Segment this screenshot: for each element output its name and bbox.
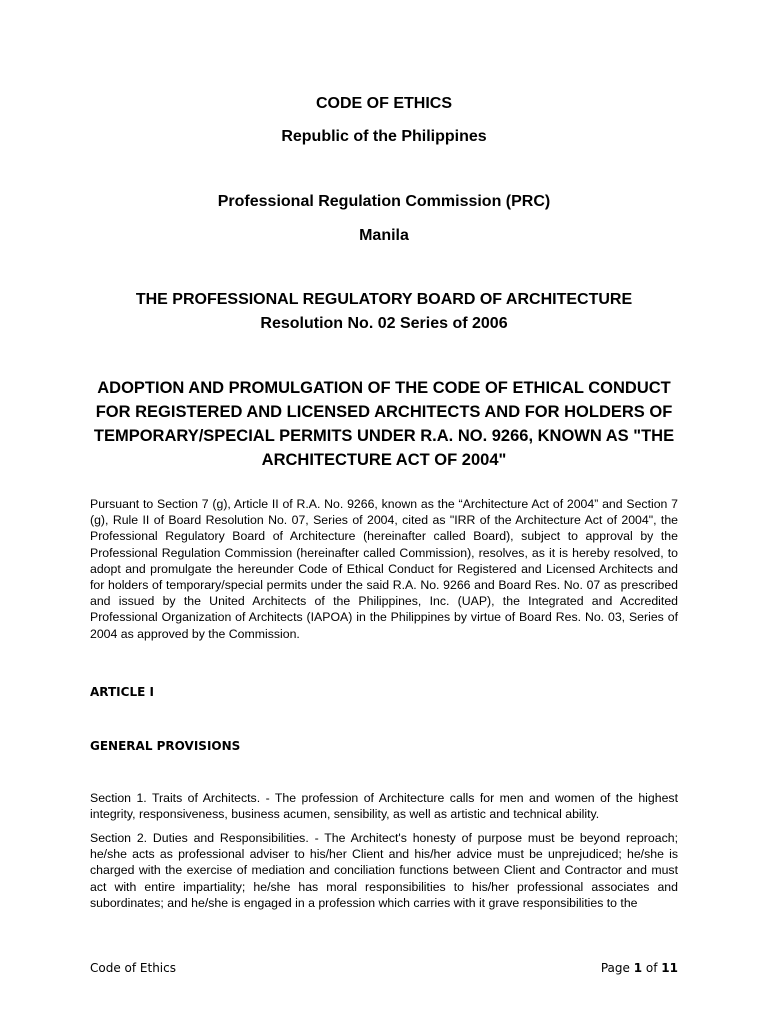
city-heading: Manila	[359, 227, 409, 244]
section-2-paragraph: Section 2. Duties and Responsibilities. - The Architect's honesty of purpose must be beyond reproach; he/she acts as professional adviser to his/her Client and his/her advice must be unprejudiced; he/she is charged with the exercise of mediation and conciliation functions between Client and Contractor and must act with entire impartiality; he/she has moral responsibilities to his/her professional associates and subordinates; and he/she is engaged in a profession which carries with it grave responsibilities to the	[90, 831, 678, 910]
footer-doc-name: Code of Ethics	[90, 961, 176, 975]
main-title: ADOPTION AND PROMULGATION OF THE CODE OF ETHICAL CONDUCT FOR REGISTERED AND LICENSED ARCHITECTS AND FOR HOLDERS OF TEMPORARY/SPECIAL PERMITS UNDER R.A. NO. 9266, KNOWN AS "THE ARCHITECTURE ACT OF 2004"	[93, 379, 675, 469]
section-1-paragraph: Section 1. Traits of Architects. - The profession of Architecture calls for men and women of the highest integrity, responsiveness, business acumen, sensibility, as well as artistic and technical ability.	[90, 791, 678, 822]
article-title: GENERAL PROVISIONS	[90, 739, 241, 753]
footer-total-pages: 11	[661, 961, 678, 975]
resolution-heading: Resolution No. 02 Series of 2006	[260, 315, 508, 332]
article-label: ARTICLE I	[90, 685, 154, 699]
footer-of-word: of	[645, 961, 658, 975]
doc-title: CODE OF ETHICS	[315, 95, 452, 112]
board-heading: THE PROFESSIONAL REGULATORY BOARD OF ARCHITECTURE	[135, 291, 633, 308]
preamble-paragraph: Pursuant to Section 7 (g), Article II of R.A. No. 9266, known as the “Architecture Act of 2004” and Section 7 (g), Rule II of Board Resolution No. 07, Series of 2004, cited as "IRR of the Architecture Act of 2004", the Professional Regulatory Board of Architecture (hereinafter called Board), subject to approval by the Professional Regulation Commission (hereinafter called Commission), resolves, as it is hereby resolved, to adopt and promulgate the hereunder Code of Ethical Conduct for Registered and Licensed Architects and for holders of temporary/special permits under the said R.A. No. 9266 and Board Res. No. 07 as prescribed and issued by the United Architects of the Philippines, Inc. (UAP), the Integrated and Accredited Professional Organization of Architects (IAPOA) in the Philippines by virtue of Board Res. No. 03, Series of 2004 as approved by the Commission.	[90, 497, 678, 641]
footer-page-number	[601, 960, 678, 976]
footer-current-page: 1	[633, 961, 643, 975]
agency-heading: Professional Regulation Commission (PRC)	[217, 193, 551, 210]
country-heading: Republic of the Philippines	[281, 128, 487, 145]
footer-page-word: Page	[600, 961, 630, 975]
